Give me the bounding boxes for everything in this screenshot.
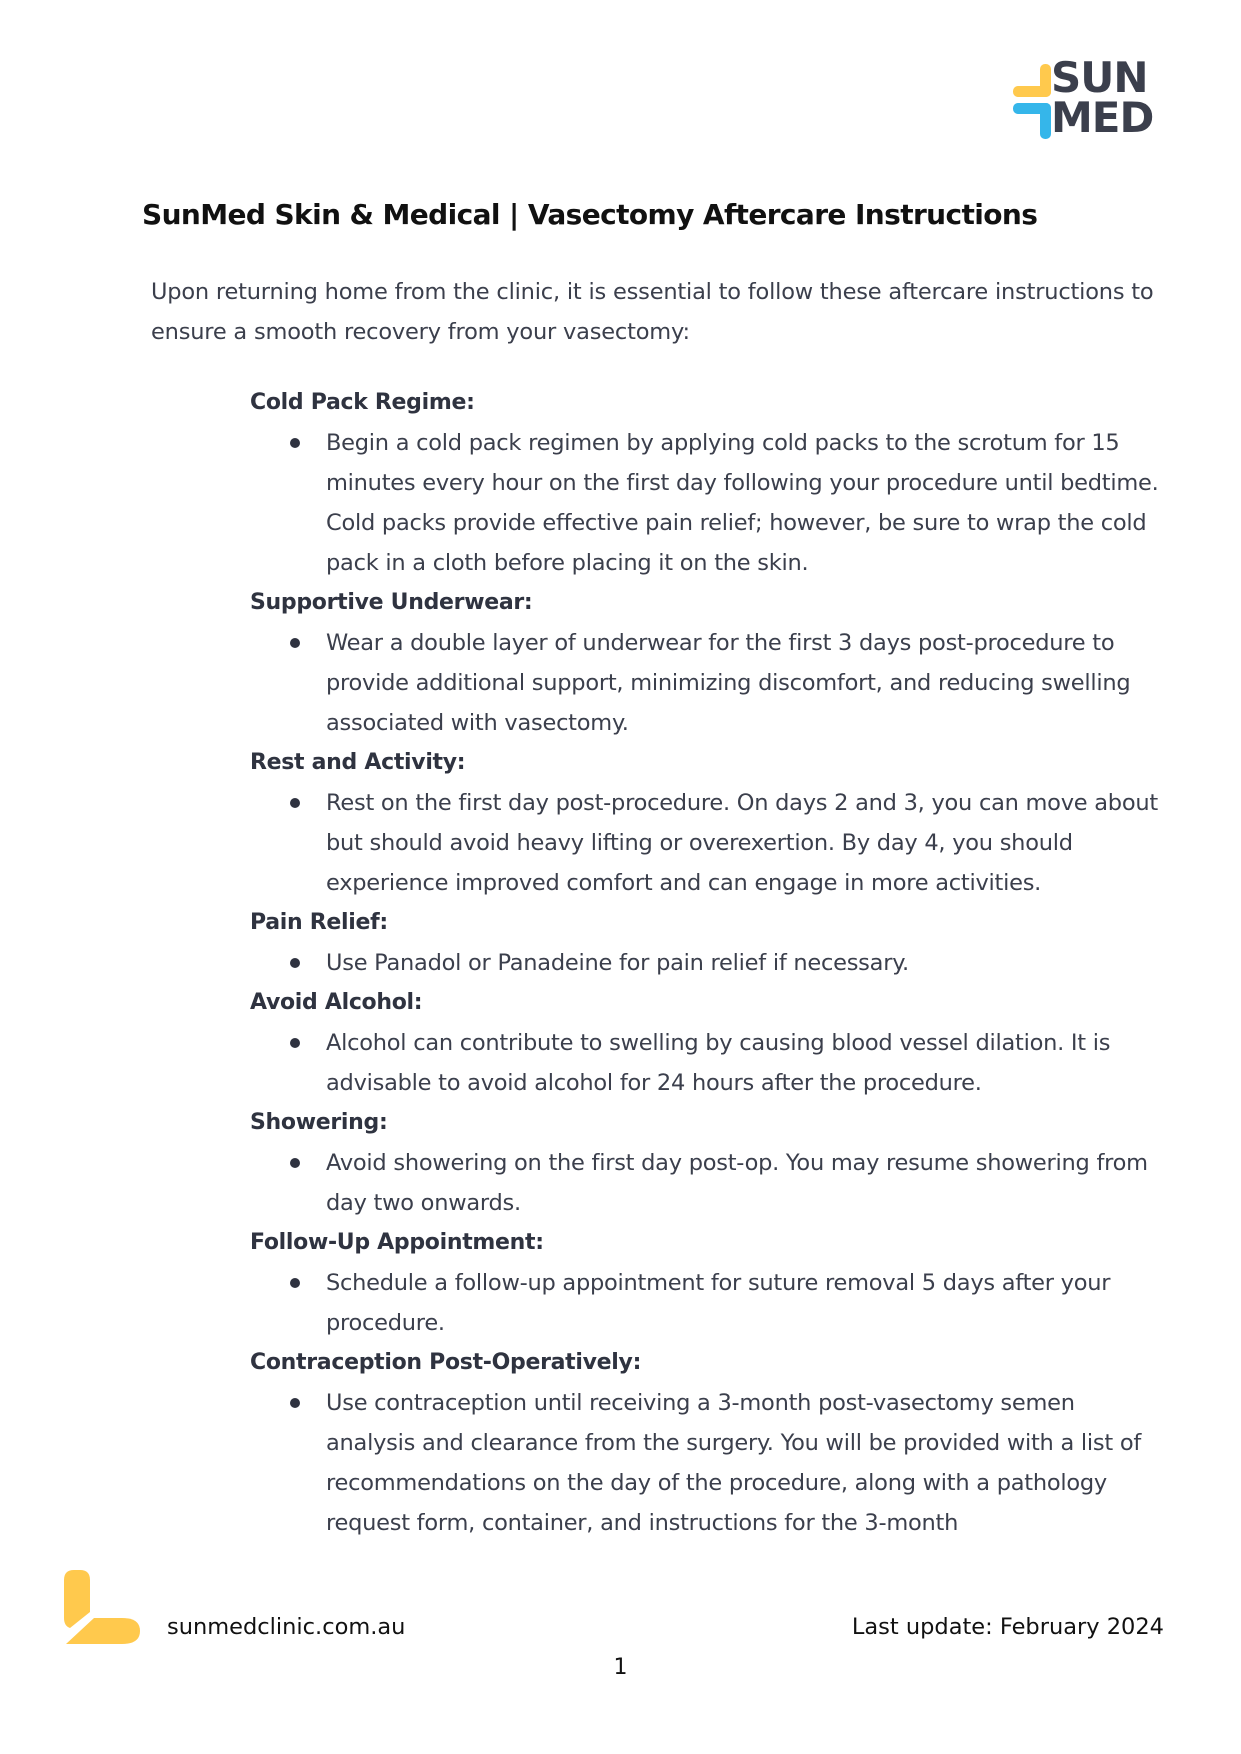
list-item-text: Wear a double layer of underwear for the first 3 days post-procedure to provide additional support, minimizing discomfort, and reducing swelling associated with vasectomy. bbox=[326, 630, 1131, 736]
section-heading: Cold Pack Regime: bbox=[250, 390, 475, 415]
sunmed-cross-icon bbox=[1013, 64, 1053, 144]
footer-logo-mark-icon bbox=[60, 1566, 142, 1648]
list-item bbox=[250, 943, 1170, 983]
section-heading: Follow-Up Appointment: bbox=[250, 1230, 544, 1255]
section-heading: Rest and Activity: bbox=[250, 750, 466, 775]
list-item bbox=[250, 1383, 1170, 1543]
bullet-icon bbox=[290, 1158, 300, 1168]
list-item bbox=[250, 1263, 1170, 1343]
list-item bbox=[250, 1143, 1170, 1223]
list-item-text: Avoid showering on the first day post-op. You may resume showering from day two onwards. bbox=[326, 1150, 1148, 1216]
section-bullet-list bbox=[250, 1263, 1170, 1343]
section-bullet-list bbox=[250, 1383, 1170, 1543]
aftercare-sections bbox=[250, 383, 1170, 1543]
intro-paragraph: Upon returning home from the clinic, it is essential to follow these aftercare instructions to ensure a smooth recovery from your vasectomy: bbox=[151, 279, 1154, 345]
logo-text-med: MED bbox=[1051, 93, 1154, 142]
logo-text-sun: SUN bbox=[1051, 53, 1148, 102]
page-number: 1 bbox=[613, 1655, 628, 1680]
section-bullet-list bbox=[250, 623, 1170, 743]
list-item bbox=[250, 1023, 1170, 1103]
bullet-icon bbox=[290, 1278, 300, 1288]
footer-mark-stem bbox=[64, 1570, 90, 1628]
list-item bbox=[250, 623, 1170, 743]
section-bullet-list bbox=[250, 423, 1170, 583]
bullet-icon bbox=[290, 638, 300, 648]
section-heading: Contraception Post-Operatively: bbox=[250, 1350, 642, 1375]
sunmed-logo bbox=[1013, 53, 1163, 144]
list-item-text: Use Panadol or Panadeine for pain relief if necessary. bbox=[326, 950, 909, 976]
logo-blue-stem bbox=[1040, 103, 1051, 139]
section-heading: Avoid Alcohol: bbox=[250, 990, 423, 1015]
section-bullet-list bbox=[250, 1143, 1170, 1223]
list-item bbox=[250, 783, 1170, 903]
list-item-text: Alcohol can contribute to swelling by causing blood vessel dilation. It is advisable to avoid alcohol for 24 hours after the procedure. bbox=[326, 1030, 1111, 1096]
bullet-icon bbox=[290, 1398, 300, 1408]
bullet-icon bbox=[290, 438, 300, 448]
footer-website: sunmedclinic.com.au bbox=[167, 1614, 406, 1640]
section-bullet-list bbox=[250, 783, 1170, 903]
bullet-icon bbox=[290, 958, 300, 968]
bullet-icon bbox=[290, 798, 300, 808]
list-item-text: Begin a cold pack regimen by applying cold packs to the scrotum for 15 minutes every hour on the first day following your procedure until bedtime. Cold packs provide effective pain relief; however, be sure to wrap the cold pack in a cloth before placing it on the skin. bbox=[326, 430, 1159, 576]
document-title: SunMed Skin & Medical | Vasectomy Aftercare Instructions bbox=[142, 198, 1038, 231]
section-heading: Supportive Underwear: bbox=[250, 590, 533, 615]
list-item bbox=[250, 423, 1170, 583]
bullet-icon bbox=[290, 1038, 300, 1048]
logo-yellow-stem bbox=[1040, 64, 1051, 97]
list-item-text: Rest on the first day post-procedure. On days 2 and 3, you can move about but should avoid heavy lifting or overexertion. By day 4, you should experience improved comfort and can engage in more activities. bbox=[326, 790, 1158, 896]
list-item-text: Schedule a follow-up appointment for suture removal 5 days after your procedure. bbox=[326, 1270, 1111, 1336]
logo-wordmark bbox=[1051, 53, 1154, 142]
list-item-text: Use contraception until receiving a 3-month post-vasectomy semen analysis and clearance from the surgery. You will be provided with a list of recommendations on the day of the procedure, along with a pathology request form, container, and instructions for the 3-month bbox=[326, 1390, 1142, 1536]
section-heading: Showering: bbox=[250, 1110, 388, 1135]
section-heading: Pain Relief: bbox=[250, 910, 388, 935]
section-bullet-list bbox=[250, 943, 1170, 983]
footer-last-update: Last update: February 2024 bbox=[851, 1614, 1164, 1640]
section-bullet-list bbox=[250, 1023, 1170, 1103]
